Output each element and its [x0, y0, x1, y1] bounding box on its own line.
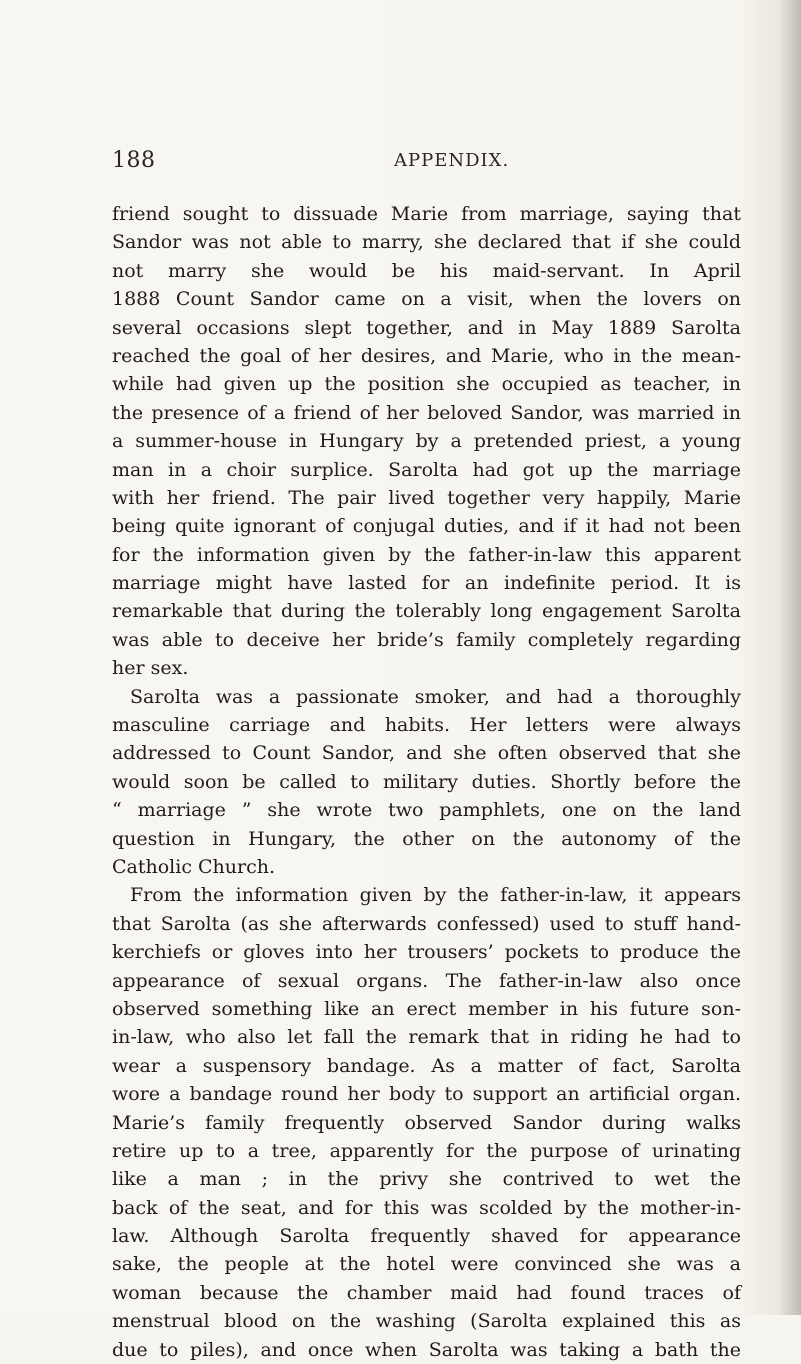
paragraph-start-line: Sarolta was a passionate smoker, and had a thoroughly [130, 685, 741, 708]
text-line: addressed to Count Sandor, and she often observed that she [112, 742, 741, 765]
text-line: appearance of sexual organs. The father-in-law also once [112, 969, 741, 992]
text-line: 1888 Count Sandor came on a visit, when the lovers on [112, 288, 741, 311]
text-line: that Sarolta (as she afterwards confessed) used to stuff hand- [112, 912, 741, 935]
text-line: a summer-house in Hungary by a pretended priest, a young [112, 430, 741, 453]
text-line: “ marriage ” she wrote two pamphlets, one on the land [112, 799, 741, 822]
text-line: question in Hungary, the other on the autonomy of the [112, 827, 741, 850]
text-line: was able to deceive her bride’s family completely regarding [112, 628, 741, 651]
text-line: back of the seat, and for this was scolded by the mother-in- [112, 1196, 741, 1219]
text-line: while had given up the position she occupied as teacher, in [112, 373, 741, 396]
text-line: friend sought to dissuade Marie from marriage, saying that [112, 203, 741, 225]
text-line: man in a choir surplice. Sarolta had got up the marriage [112, 458, 741, 481]
section-title: APPENDIX. [394, 150, 510, 171]
text-line: like a man ; in the privy she contrived to wet the [112, 1168, 741, 1191]
page-edge-shadow [779, 0, 801, 1315]
paragraph-start-line: From the information given by the father-in-law, it appears [130, 884, 741, 907]
text-line: Marie’s family frequently observed Sandor during walks [112, 1111, 741, 1134]
text-line: sake, the people at the hotel were convinced she was a [112, 1253, 741, 1276]
text-line: with her friend. The pair lived together very happily, Marie [112, 486, 741, 509]
text-line: woman because the chamber maid had found traces of [112, 1281, 741, 1304]
text-line: reached the goal of her desires, and Marie, who in the mean- [112, 344, 741, 367]
paragraph-end-line: her sex. [112, 657, 189, 680]
text-line: menstrual blood on the washing (Sarolta explained this as [112, 1310, 741, 1333]
text-line: for the information given by the father-in-law this apparent [112, 543, 741, 566]
text-line: would soon be called to military duties. Shortly before the [112, 770, 741, 793]
text-line: the presence of a friend of her beloved Sandor, was married in [112, 401, 741, 424]
paragraph-end-line: Catholic Church. [112, 855, 276, 878]
text-line: retire up to a tree, apparently for the purpose of urinating [112, 1139, 741, 1162]
text-line: being quite ignorant of conjugal duties, and if it had not been [112, 515, 741, 538]
text-line: kerchiefs or gloves into her trousers’ pockets to produce the [112, 941, 741, 964]
text-line: several occasions slept together, and in May 1889 Sarolta [112, 316, 741, 339]
text-line: marriage might have lasted for an indefinite period. It is [112, 572, 741, 595]
text-line: law. Although Sarolta frequently shaved for appearance [112, 1225, 741, 1248]
text-line: in-law, who also let fall the remark that in riding he had to [112, 1026, 741, 1049]
text-line: not marry she would be his maid-servant. In April [112, 259, 741, 282]
text-line: due to piles), and once when Sarolta was taking a bath the [112, 1338, 741, 1361]
text-line: remarkable that during the tolerably long engagement Sarolta [112, 600, 741, 623]
body-text [112, 200, 741, 1364]
text-line: wore a bandage round her body to support an artificial organ. [112, 1083, 741, 1106]
text-line: wear a suspensory bandage. As a matter of fact, Sarolta [112, 1054, 741, 1077]
text-line: masculine carriage and habits. Her letters were always [112, 714, 741, 737]
running-head [112, 148, 742, 178]
text-line: observed something like an erect member in his future son- [112, 997, 741, 1020]
page-number: 188 [112, 148, 156, 173]
text-line: Sandor was not able to marry, she declared that if she could [112, 231, 741, 254]
